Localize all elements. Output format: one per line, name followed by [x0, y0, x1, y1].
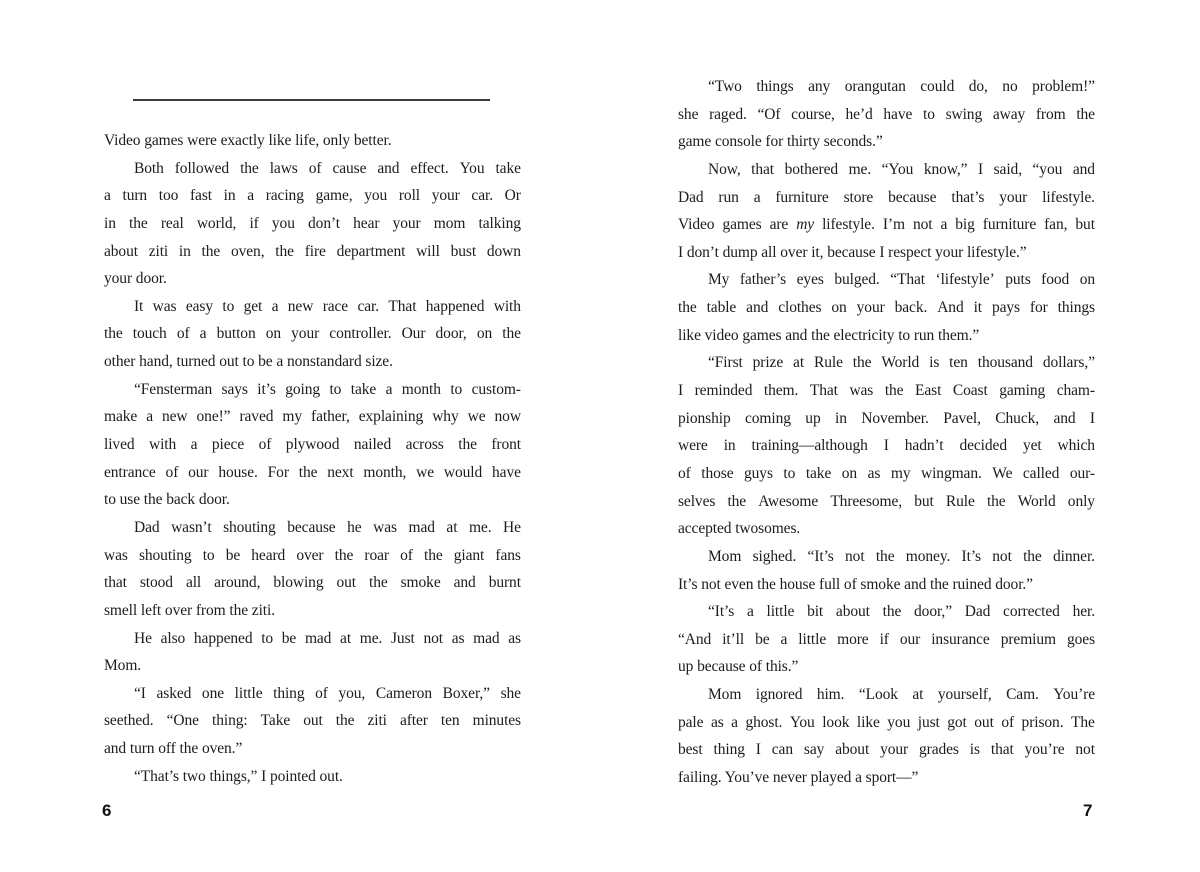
text-line: was shouting to be heard over the roar of the giant fans: [104, 546, 521, 564]
text-line: like video games and the electricity to run them.”: [678, 326, 980, 344]
text-line: lived with a piece of plywood nailed across the front: [104, 436, 521, 454]
text-line: Video games are my lifestyle. I’m not a big furniture fan, but: [678, 216, 1095, 234]
text-line: pionship coming up in November. Pavel, Chuck, and I: [678, 409, 1095, 427]
text-line: My father’s eyes bulged. “That ‘lifestyle’ puts food on: [708, 271, 1095, 289]
text-line: game console for thirty seconds.”: [678, 133, 883, 151]
text-line: It was easy to get a new race car. That happened with: [134, 297, 521, 315]
text-line: were in training—although I hadn’t decided yet which: [678, 437, 1095, 455]
text-line: your door.: [104, 270, 167, 288]
text-line: “I asked one little thing of you, Cameron Boxer,” she: [134, 684, 521, 702]
text-line: accepted twosomes.: [678, 520, 801, 538]
text-line: pale as a ghost. You look like you just got out of prison. The: [678, 713, 1095, 731]
text-line: “It’s a little bit about the door,” Dad corrected her.: [708, 603, 1095, 621]
text-line: “First prize at Rule the World is ten thousand dollars,”: [708, 354, 1095, 372]
text-line: Mom.: [104, 657, 142, 675]
text-line: “Two things any orangutan could do, no problem!”: [708, 78, 1095, 95]
text-line: It’s not even the house full of smoke and the ruined door.”: [678, 575, 1033, 593]
text-line: Video games were exactly like life, only better.: [104, 132, 392, 149]
text-line: the touch of a button on your controller. Our door, on the: [104, 325, 521, 343]
text-line: about ziti in the oven, the fire department will bust down: [104, 242, 521, 260]
text-line: “That’s two things,” I pointed out.: [134, 767, 343, 785]
text-line: of those guys to take on as my wingman. We called our-: [678, 464, 1095, 482]
text-line: entrance of our house. For the next month, we would have: [104, 463, 521, 481]
text-line: in the real world, if you don’t hear your mom talking: [104, 214, 521, 232]
left-page-text: [104, 127, 521, 790]
text-line: “And it’ll be a little more if our insurance premium goes: [678, 630, 1095, 648]
page-number-right: 7: [1083, 801, 1093, 820]
text-line: that stood all around, blowing out the smoke and burnt: [104, 574, 521, 592]
text-line: Now, that bothered me. “You know,” I said, “you and: [708, 160, 1095, 178]
text-line: Mom ignored him. “Look at yourself, Cam. You’re: [708, 686, 1095, 704]
text-line: Dad wasn’t shouting because he was mad at me. He: [134, 518, 521, 536]
text-line: seethed. “One thing: Take out the ziti after ten minutes: [104, 712, 521, 730]
text-line: Both followed the laws of cause and effect. You take: [134, 159, 521, 177]
text-line: make a new one!” raved my father, explaining why we now: [104, 408, 521, 426]
text-line: Mom sighed. “It’s not the money. It’s not the dinner.: [708, 547, 1095, 565]
text-line: I don’t dump all over it, because I respect your lifestyle.”: [678, 243, 1027, 261]
text-line: a turn too fast in a racing game, you roll your car. Or: [104, 187, 521, 205]
text-line: other hand, turned out to be a nonstandard size.: [104, 353, 393, 371]
text-line: I reminded them. That was the East Coast gaming cham-: [678, 382, 1095, 400]
right-page-text: [678, 73, 1095, 792]
page-number-left: 6: [102, 801, 112, 820]
text-line: up because of this.”: [678, 658, 799, 676]
text-line: best thing I can say about your grades is that you’re not: [678, 741, 1095, 759]
text-line: selves the Awesome Threesome, but Rule the World only: [678, 492, 1095, 510]
chapter-rule: [133, 99, 490, 101]
text-line: the table and clothes on your back. And it pays for things: [678, 299, 1095, 317]
text-line: He also happened to be mad at me. Just not as mad as: [134, 629, 521, 647]
text-line: smell left over from the ziti.: [104, 601, 275, 619]
text-line: “Fensterman says it’s going to take a month to custom-: [134, 380, 521, 398]
text-line: to use the back door.: [104, 491, 230, 509]
text-line: failing. You’ve never played a sport—”: [678, 769, 919, 787]
text-line: and turn off the oven.”: [104, 740, 243, 758]
text-line: she raged. “Of course, he’d have to swing away from the: [678, 105, 1095, 123]
text-line: Dad run a furniture store because that’s your lifestyle.: [678, 188, 1095, 206]
